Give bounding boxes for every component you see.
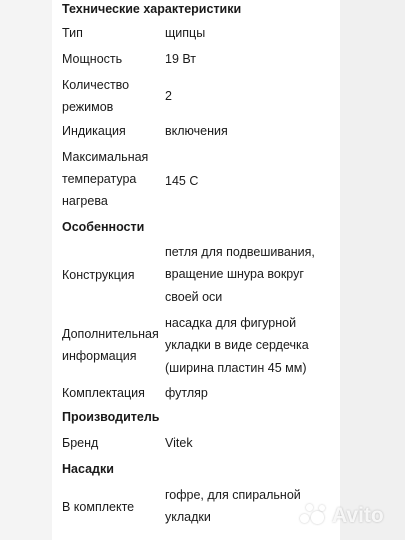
spec-row-type bbox=[62, 22, 332, 44]
spec-value: включения bbox=[165, 124, 228, 138]
spec-row-included bbox=[62, 484, 332, 528]
spec-label: нагрева bbox=[62, 194, 108, 208]
specs-card bbox=[52, 0, 340, 540]
spec-label: Бренд bbox=[62, 436, 99, 450]
left-background bbox=[0, 0, 52, 540]
spec-value: футляр bbox=[165, 386, 208, 400]
section-title-features: Особенности bbox=[62, 220, 145, 234]
spec-label: Тип bbox=[62, 26, 83, 40]
spec-value: (ширина пластин 45 мм) bbox=[165, 361, 307, 375]
section-title-manufacturer: Производитель bbox=[62, 410, 160, 424]
section-title-tech: Технические характеристики bbox=[62, 2, 242, 16]
avito-watermark bbox=[300, 503, 384, 529]
spec-row-brand bbox=[62, 432, 332, 454]
spec-label: Комплектация bbox=[62, 386, 145, 400]
spec-value: гофре, для спиральной bbox=[165, 488, 301, 502]
spec-label: информация bbox=[62, 349, 137, 363]
spec-value: укладки в виде сердечка bbox=[165, 338, 309, 352]
spec-label: Мощность bbox=[62, 52, 123, 66]
spec-label: Количество bbox=[62, 78, 130, 92]
spec-label: Дополнительная bbox=[62, 327, 159, 341]
spec-label: температура bbox=[62, 172, 137, 186]
spec-label: Конструкция bbox=[62, 268, 135, 282]
spec-value: петля для подвешивания, bbox=[165, 245, 315, 259]
spec-value: 19 Вт bbox=[165, 52, 197, 66]
spec-value: вращение шнура вокруг bbox=[165, 267, 304, 281]
spec-value: укладки bbox=[165, 510, 211, 524]
spec-row-package bbox=[62, 382, 332, 404]
spec-value: насадка для фигурной bbox=[165, 316, 297, 330]
spec-label: В комплекте bbox=[62, 500, 135, 514]
spec-value: Vitek bbox=[165, 436, 193, 450]
avito-dots-icon bbox=[300, 503, 328, 529]
spec-row-additional bbox=[62, 312, 332, 378]
spec-row-temperature bbox=[62, 146, 332, 212]
spec-row-modes bbox=[62, 74, 332, 118]
spec-row-power bbox=[62, 48, 332, 70]
spec-value: 145 С bbox=[165, 174, 199, 188]
spec-row-construction bbox=[62, 241, 332, 307]
spec-value: щипцы bbox=[165, 26, 206, 40]
right-background bbox=[340, 0, 405, 540]
spec-value: своей оси bbox=[165, 290, 223, 304]
spec-label: режимов bbox=[62, 100, 114, 114]
spec-label: Максимальная bbox=[62, 150, 149, 164]
spec-value: 2 bbox=[165, 89, 172, 103]
section-title-attachments: Насадки bbox=[62, 462, 114, 476]
spec-label: Индикация bbox=[62, 124, 126, 138]
spec-row-indication bbox=[62, 120, 332, 142]
avito-watermark-text: Avito bbox=[332, 504, 384, 527]
